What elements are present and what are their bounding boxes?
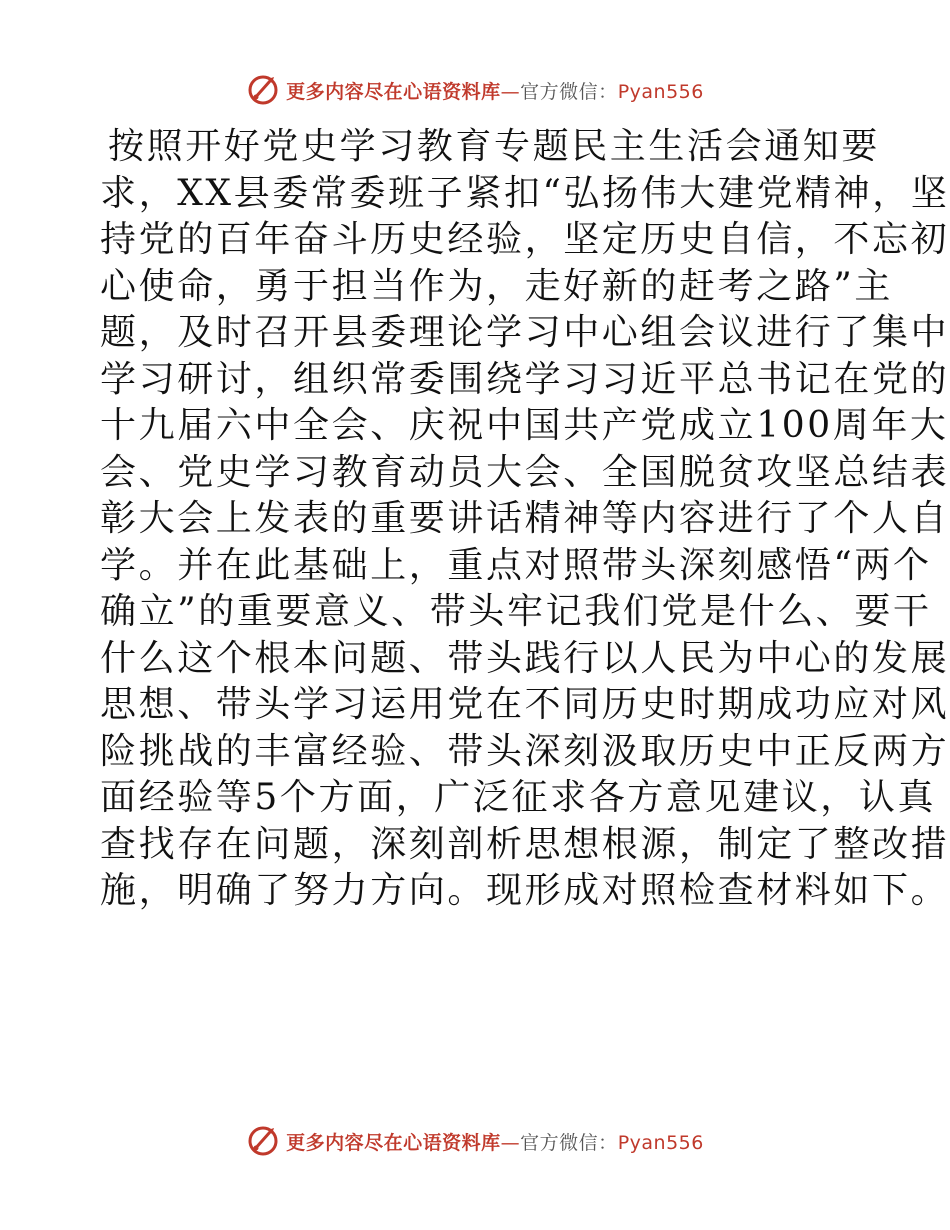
banner-separator: — [500, 1131, 521, 1154]
paragraph-line: 学。并在此基础上，重点对照带头深刻感悟“两个 [100, 544, 932, 586]
footer-banner [0, 1121, 950, 1161]
banner-wechat-handle: Pyan556 [617, 1131, 704, 1154]
banner-separator: — [500, 80, 521, 103]
paragraph-line: 施，明确了努力方向。现形成对照检查材料如下。 [100, 870, 950, 911]
header-banner [0, 70, 950, 110]
paragraph-line: 会、党史学习教育动员大会、全国脱贫攻坚总结表 [100, 451, 950, 493]
banner-wechat-label: 官方微信： [520, 80, 618, 103]
paragraph-line: 面经验等5个方面，广泛征求各方意见建议，认真 [100, 777, 937, 818]
paragraph-line: 学习研讨，组织常委围绕学习习近平总书记在党的 [100, 358, 950, 400]
paragraph-line: 查找存在问题，深刻剖析思想根源，制定了整改措 [100, 823, 950, 865]
banner-wechat-label: 官方微信： [520, 1131, 618, 1154]
paragraph-line: 持党的百年奋斗历史经验，坚定历史自信，不忘初 [100, 219, 950, 260]
paragraph-line: 险挑战的丰富经验、带头深刻汲取历史中正反两方 [100, 730, 950, 772]
paragraph-line: 按照开好党史学习教育专题民主生活会通知要 [108, 126, 881, 167]
paragraph-line: 思想、带头学习运用党在不同历史时期成功应对风 [100, 684, 950, 725]
paragraph-line: 确立”的重要意义、带头牢记我们党是什么、要干 [100, 591, 932, 632]
paragraph-line: 求，XX县委常委班子紧扣“弘扬伟大建党精神，坚 [100, 172, 950, 214]
brush-logo-icon [246, 73, 280, 107]
banner-brand: 更多内容尽在心语资料库 [286, 80, 501, 103]
paragraph-line: 彰大会上发表的重要讲话精神等内容进行了个人自 [100, 498, 950, 539]
banner-text [286, 77, 704, 104]
paragraph-line: 心使命，勇于担当作为，走好新的赶考之路”主 [100, 265, 894, 307]
paragraph-line: 什么这个根本问题、带头践行以人民为中心的发展 [100, 637, 950, 679]
paragraph-line: 十九届六中全会、庆祝中国共产党成立100周年大 [100, 405, 949, 446]
document-paragraph [100, 124, 950, 915]
brush-logo-icon [246, 1124, 280, 1158]
paragraph-line: 题，及时召开县委理论学习中心组会议进行了集中 [100, 312, 950, 353]
banner-brand: 更多内容尽在心语资料库 [286, 1131, 501, 1154]
banner-text [286, 1128, 704, 1155]
banner-wechat-handle: Pyan556 [617, 80, 704, 103]
